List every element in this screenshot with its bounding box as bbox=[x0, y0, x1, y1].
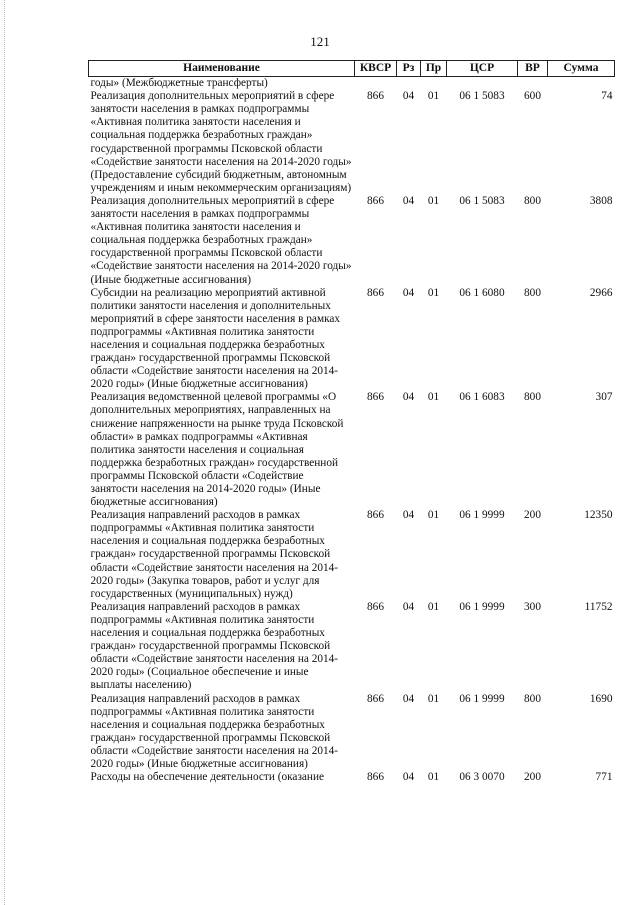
row-kvsr: 866 bbox=[367, 286, 384, 299]
row-vr: 600 bbox=[524, 90, 541, 103]
row-name: Реализация ведомственной целевой программы «О дополнительных мероприятиях, направленных на снижение напряженности на рынке труда Псковской области» в рамках подпрограммы «Активная политика занятости населения и социальная поддержка безработных граждан» государственной программы Псковской области «Содействие занятости населения на 2014-2020 годы» (Иные бюджетные ассигнования) bbox=[90, 391, 344, 509]
row-rz: 04 bbox=[402, 391, 415, 404]
row-csr: 06 1 9999 bbox=[459, 509, 505, 522]
row-sum: 1690 bbox=[589, 692, 613, 705]
row-name: Реализация направлений расходов в рамках подпрограммы «Активная политика занятости населения и социальная поддержка безработных граждан» государственной программы Псковской области «Содействие занятости населения на 2014-2020 годы» (Иные бюджетные ассигнования) bbox=[90, 692, 339, 770]
budget-table bbox=[88, 60, 615, 784]
continuation-text: годы» (Межбюджетные трансферты) bbox=[90, 77, 268, 90]
table-row bbox=[89, 195, 615, 287]
row-rz: 04 bbox=[402, 692, 415, 705]
row-pr: 01 bbox=[427, 90, 440, 103]
table-row bbox=[89, 287, 615, 392]
continuation-row bbox=[89, 77, 615, 91]
row-csr: 06 1 9999 bbox=[459, 692, 505, 705]
header-sum: Сумма bbox=[548, 61, 615, 77]
row-kvsr: 866 bbox=[367, 90, 384, 103]
row-sum: 74 bbox=[601, 90, 613, 103]
row-rz: 04 bbox=[402, 771, 415, 784]
table-row bbox=[89, 509, 615, 601]
header-csr: ЦСР bbox=[447, 61, 518, 77]
row-pr: 01 bbox=[427, 194, 440, 207]
row-csr: 06 1 5083 bbox=[459, 194, 505, 207]
row-sum: 2966 bbox=[589, 286, 613, 299]
row-pr: 01 bbox=[427, 509, 440, 522]
table-row bbox=[89, 601, 615, 693]
row-csr: 06 1 5083 bbox=[459, 90, 505, 103]
header-pr: Пр bbox=[421, 61, 447, 77]
row-csr: 06 1 6080 bbox=[459, 286, 505, 299]
table-body bbox=[89, 77, 615, 785]
row-kvsr: 866 bbox=[367, 509, 384, 522]
row-sum: 771 bbox=[595, 771, 613, 784]
row-sum: 3808 bbox=[589, 194, 613, 207]
table-row bbox=[89, 771, 615, 784]
row-vr: 800 bbox=[524, 286, 541, 299]
row-pr: 01 bbox=[427, 391, 440, 404]
row-rz: 04 bbox=[402, 194, 415, 207]
row-sum: 307 bbox=[595, 391, 613, 404]
row-kvsr: 866 bbox=[367, 194, 384, 207]
row-pr: 01 bbox=[427, 771, 440, 784]
row-sum: 12350 bbox=[584, 509, 613, 522]
table-header bbox=[89, 61, 615, 77]
row-vr: 800 bbox=[524, 692, 541, 705]
row-vr: 800 bbox=[524, 391, 541, 404]
row-vr: 200 bbox=[524, 771, 541, 784]
header-name: Наименование bbox=[89, 61, 355, 77]
row-rz: 04 bbox=[402, 600, 415, 613]
row-csr: 06 1 9999 bbox=[459, 600, 505, 613]
row-pr: 01 bbox=[427, 692, 440, 705]
row-kvsr: 866 bbox=[367, 391, 384, 404]
row-rz: 04 bbox=[402, 90, 415, 103]
row-vr: 300 bbox=[524, 600, 541, 613]
row-vr: 200 bbox=[524, 509, 541, 522]
row-name: Субсидии на реализацию мероприятий активной политики занятости населения и дополнительных мероприятий в сфере занятости населения в рамках подпрограммы «Активная политика занятости населения и социальная поддержка безработных граждан» государственной программы Псковской области «Содействие занятости населения на 2014-2020 годы» (Иные бюджетные ассигнования) bbox=[90, 286, 341, 391]
header-rz: Рз bbox=[397, 61, 421, 77]
row-name: Реализация направлений расходов в рамках подпрограммы «Активная политика занятости населения и социальная поддержка безработных граждан» государственной программы Псковской области «Содействие занятости населения на 2014-2020 годы» (Закупка товаров, работ и услуг для государственных (муниципальных) нужд) bbox=[90, 509, 339, 600]
row-kvsr: 866 bbox=[367, 771, 384, 784]
header-vr: ВР bbox=[518, 61, 548, 77]
page-number: 121 bbox=[310, 34, 330, 49]
row-rz: 04 bbox=[402, 286, 415, 299]
row-name: Реализация дополнительных мероприятий в сфере занятости населения в рамках подпрограммы «Активная политика занятости населения и социальная поддержка безработных граждан» государственной программы Псковской области «Содействие занятости населения на 2014-2020 годы» (Иные бюджетные ассигнования) bbox=[90, 194, 352, 286]
row-rz: 04 bbox=[402, 509, 415, 522]
row-vr: 800 bbox=[524, 194, 541, 207]
row-pr: 01 bbox=[427, 286, 440, 299]
row-name: Реализация дополнительных мероприятий в сфере занятости населения в рамках подпрограммы «Активная политика занятости населения и социальная поддержка безработных граждан» государственной программы Псковской области «Содействие занятости населения на 2014-2020 годы» (Предоставление субсидий бюджетным, автономным учреждениям и иным некоммерческим организациям) bbox=[90, 90, 352, 194]
row-kvsr: 866 bbox=[367, 600, 384, 613]
header-kvsr: КВСР bbox=[355, 61, 397, 77]
row-kvsr: 866 bbox=[367, 692, 384, 705]
table-row bbox=[89, 90, 615, 195]
row-sum: 11752 bbox=[584, 600, 613, 613]
table-row bbox=[89, 391, 615, 509]
row-csr: 06 3 0070 bbox=[459, 771, 505, 784]
scan-margin-line bbox=[4, 0, 6, 905]
row-csr: 06 1 6083 bbox=[459, 391, 505, 404]
row-name: Реализация направлений расходов в рамках подпрограммы «Активная политика занятости населения и социальная поддержка безработных граждан» государственной программы Псковской области «Содействие занятости населения на 2014-2020 годы» (Социальное обеспечение и иные выплаты населению) bbox=[90, 600, 339, 692]
row-pr: 01 bbox=[427, 600, 440, 613]
table-row bbox=[89, 693, 615, 772]
row-name: Расходы на обеспечение деятельности (оказание bbox=[90, 771, 325, 784]
